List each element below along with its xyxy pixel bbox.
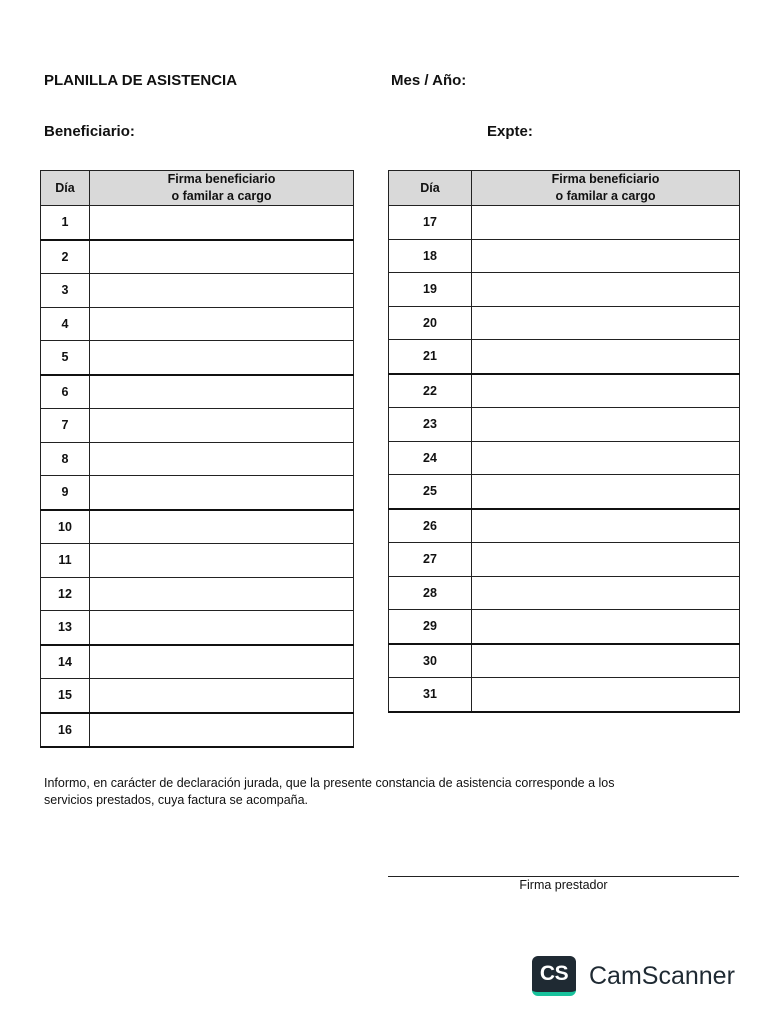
signature-cell[interactable]: [472, 543, 740, 577]
day-cell: 16: [41, 713, 90, 748]
signature-cell[interactable]: [472, 644, 740, 678]
beneficiary-label: Beneficiario:: [44, 123, 135, 140]
day-cell: 29: [389, 610, 472, 644]
signature-cell[interactable]: [90, 274, 354, 308]
table-row: [389, 644, 740, 678]
declaration-line2: servicios prestados, cuya factura se acompaña.: [44, 793, 309, 807]
signature-cell[interactable]: [472, 576, 740, 610]
table-row: [41, 341, 354, 375]
table-row: [41, 274, 354, 308]
day-cell: 4: [41, 307, 90, 341]
table-row: [41, 307, 354, 341]
day-cell: 24: [389, 441, 472, 475]
day-cell: 12: [41, 577, 90, 611]
table-row: [389, 543, 740, 577]
day-cell: 15: [41, 679, 90, 713]
signature-cell[interactable]: [472, 273, 740, 307]
signature-header-line1: Firma beneficiario: [167, 172, 276, 186]
table-row: [41, 577, 354, 611]
day-cell: 6: [41, 375, 90, 409]
signature-line: [388, 876, 739, 877]
signature-cell[interactable]: [472, 206, 740, 240]
table-row: [389, 374, 740, 408]
signature-cell[interactable]: [472, 374, 740, 408]
signature-header-line2: o familar a cargo: [171, 189, 272, 203]
day-cell: 22: [389, 374, 472, 408]
table-header-row: [389, 171, 740, 206]
page-title: PLANILLA DE ASISTENCIA: [44, 72, 238, 89]
table-row: [389, 576, 740, 610]
signature-cell[interactable]: [90, 206, 354, 240]
table-row: [41, 544, 354, 578]
signature-cell[interactable]: [90, 307, 354, 341]
day-cell: 10: [41, 510, 90, 544]
table-row: [389, 441, 740, 475]
signature-cell[interactable]: [90, 713, 354, 748]
day-cell: 13: [41, 611, 90, 645]
table-row: [389, 306, 740, 340]
table-row: [41, 510, 354, 544]
day-cell: 23: [389, 408, 472, 442]
day-cell: 5: [41, 341, 90, 375]
signature-cell[interactable]: [90, 240, 354, 274]
table-row: [41, 611, 354, 645]
table-row: [389, 610, 740, 644]
day-cell: 14: [41, 645, 90, 679]
table-row: [41, 375, 354, 409]
day-cell: 7: [41, 409, 90, 443]
table-row: [41, 206, 354, 240]
signature-cell[interactable]: [472, 408, 740, 442]
signature-header-line2: o familar a cargo: [555, 189, 656, 203]
month-year-label: Mes / Año:: [391, 72, 467, 89]
signature-header-line1: Firma beneficiario: [551, 172, 660, 186]
signature-cell[interactable]: [472, 306, 740, 340]
table-row: [41, 713, 354, 748]
signature-cell[interactable]: [90, 442, 354, 476]
table-row: [41, 442, 354, 476]
day-cell: 27: [389, 543, 472, 577]
day-cell: 31: [389, 678, 472, 712]
day-column-header: Día: [41, 171, 90, 206]
file-number-label: Expte:: [487, 123, 533, 140]
day-cell: 20: [389, 306, 472, 340]
day-cell: 21: [389, 340, 472, 374]
signature-cell[interactable]: [472, 340, 740, 374]
day-cell: 8: [41, 442, 90, 476]
signature-cell[interactable]: [472, 678, 740, 712]
signature-column-header: [90, 171, 354, 206]
signature-cell[interactable]: [90, 679, 354, 713]
signature-cell[interactable]: [90, 510, 354, 544]
signature-cell[interactable]: [472, 475, 740, 509]
signature-cell[interactable]: [90, 645, 354, 679]
table-row: [389, 678, 740, 712]
signature-cell[interactable]: [472, 441, 740, 475]
signature-cell[interactable]: [90, 409, 354, 443]
day-cell: 30: [389, 644, 472, 678]
signature-cell[interactable]: [472, 509, 740, 543]
signature-cell[interactable]: [90, 577, 354, 611]
table-row: [41, 240, 354, 274]
camscanner-logo-icon: CS: [532, 956, 576, 996]
table-row: [389, 340, 740, 374]
day-cell: 9: [41, 476, 90, 510]
table-row: [389, 408, 740, 442]
signature-cell[interactable]: [90, 476, 354, 510]
signature-cell[interactable]: [472, 610, 740, 644]
signature-label: Firma prestador: [519, 878, 608, 892]
camscanner-logo-text: CamScanner: [589, 961, 735, 990]
declaration-line1: Informo, en carácter de declaración jurada, que la presente constancia de asistencia corresponde a los: [44, 776, 615, 790]
table-row: [41, 409, 354, 443]
declaration-text: [44, 775, 654, 809]
table-row: [389, 206, 740, 240]
table-row: [41, 679, 354, 713]
day-cell: 28: [389, 576, 472, 610]
attendance-table-left: [40, 170, 354, 748]
camscanner-watermark: [532, 956, 735, 996]
day-cell: 19: [389, 273, 472, 307]
day-cell: 18: [389, 239, 472, 273]
day-cell: 3: [41, 274, 90, 308]
table-row: [389, 239, 740, 273]
table-row: [389, 273, 740, 307]
signature-cell[interactable]: [90, 341, 354, 375]
signature-cell[interactable]: [90, 544, 354, 578]
day-cell: 11: [41, 544, 90, 578]
signature-cell[interactable]: [472, 239, 740, 273]
signature-column-header: [472, 171, 740, 206]
attendance-table-right: [388, 170, 740, 713]
signature-cell[interactable]: [90, 375, 354, 409]
table-row: [389, 509, 740, 543]
table-row: [41, 645, 354, 679]
day-cell: 1: [41, 206, 90, 240]
day-cell: 26: [389, 509, 472, 543]
signature-cell[interactable]: [90, 611, 354, 645]
table-row: [41, 476, 354, 510]
day-cell: 25: [389, 475, 472, 509]
day-cell: 17: [389, 206, 472, 240]
table-row: [389, 475, 740, 509]
day-cell: 2: [41, 240, 90, 274]
day-column-header: Día: [389, 171, 472, 206]
table-header-row: [41, 171, 354, 206]
